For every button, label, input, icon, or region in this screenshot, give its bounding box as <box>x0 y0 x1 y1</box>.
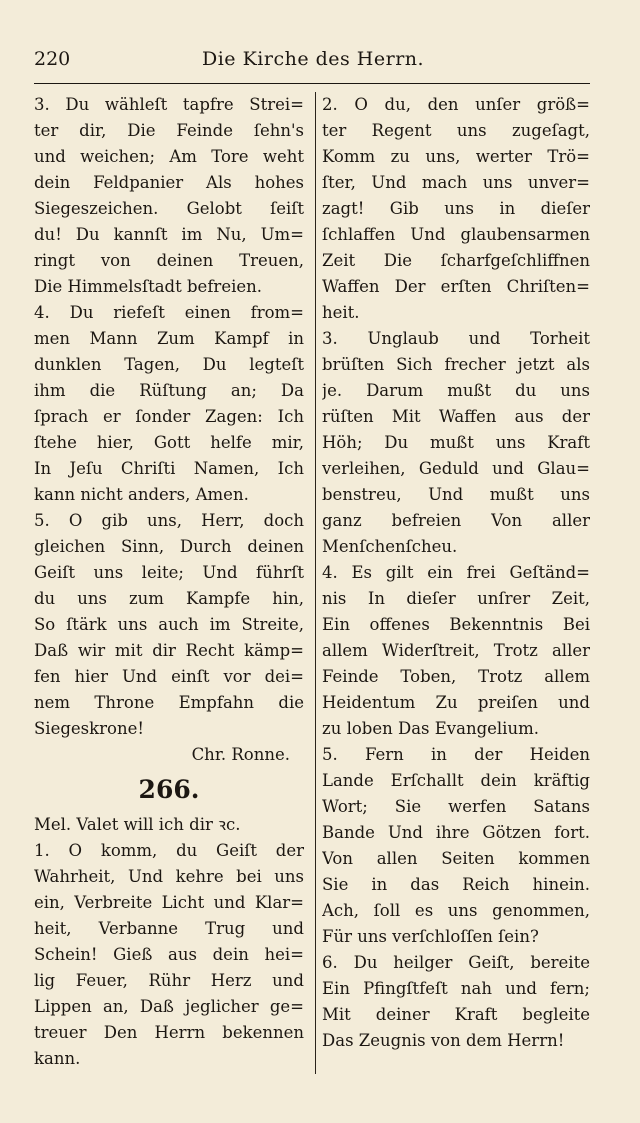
verse-line: kann nicht anders, Amen. <box>34 485 249 504</box>
stanza-6 <box>322 950 590 1054</box>
page-number: 220 <box>34 48 71 70</box>
verse-line: Zeit Die ſcharfgeſchliffnen <box>322 251 590 270</box>
verse-line: 1. O komm, du Geiſt der <box>34 841 304 860</box>
verse-line: Ein Pfingſtfeſt nah und fern; <box>322 979 590 998</box>
verse-line: Von allen Seiten kommen <box>322 849 590 868</box>
verse-line: So ſtärk uns auch im Streite, <box>34 615 304 634</box>
stanza-5 <box>322 742 590 950</box>
verse-line: lig Feuer, Rühr Herz und <box>34 971 304 990</box>
author-signature: Chr. Ronne. <box>191 745 290 764</box>
verse-line: 2. O du, den unſer größ= <box>322 95 590 114</box>
verse-line: 4. Es gilt ein frei Geſtänd= <box>322 563 590 582</box>
stanza-5 <box>34 508 304 742</box>
verse-line: ſprach er ſonder Zagen: Ich <box>34 407 304 426</box>
verse-line: ganz befreien Von aller <box>322 511 590 530</box>
verse-line: Daß wir mit dir Recht kämp= <box>34 641 304 660</box>
hymn-number: 266. <box>138 775 200 804</box>
verse-line: gleichen Sinn, Durch deinen <box>34 537 304 556</box>
verse-line: men Mann Zum Kampf in <box>34 329 304 348</box>
verse-line: Feinde Toben, Trotz allem <box>322 667 590 686</box>
verse-line: ringt von deinen Treuen, <box>34 251 304 270</box>
stanza-3 <box>34 92 304 300</box>
stanza-4 <box>322 560 590 742</box>
column-divider <box>315 92 316 1074</box>
verse-line: dein Feldpanier Als hohes <box>34 173 304 192</box>
verse-line: Bande Und ihre Götzen fort. <box>322 823 590 842</box>
verse-line: 3. Unglaub und Torheit <box>322 329 590 348</box>
verse-line: ter Regent uns zugeſagt, <box>322 121 590 140</box>
verse-line: Siegeskrone! <box>34 719 144 738</box>
verse-line: ſchlaffen Und glaubensarmen <box>322 225 590 244</box>
verse-line: Geiſt uns leite; Und führſt <box>34 563 304 582</box>
verse-line: du! Du kannſt im Nu, Um= <box>34 225 304 244</box>
verse-line: heit. <box>322 303 360 322</box>
verse-line: ter dir, Die Feinde ſehn's <box>34 121 304 140</box>
verse-line: In Jeſu Chriſti Namen, Ich <box>34 459 304 478</box>
verse-line: Waffen Der erſten Chriſten= <box>322 277 590 296</box>
verse-line: heit, Verbanne Trug und <box>34 919 304 938</box>
verse-line: ſtehe hier, Gott helfe mir, <box>34 433 304 452</box>
running-title: Die Kirche des Herrn. <box>202 48 425 70</box>
verse-line: Komm zu uns, werter Trö= <box>322 147 590 166</box>
verse-line: allem Widerſtreit, Trotz aller <box>322 641 590 660</box>
verse-line: ein, Verbreite Licht und Klar= <box>34 893 304 912</box>
verse-line: Lande Erſchallt dein kräftig <box>322 771 590 790</box>
verse-line: Für uns verſchloſſen ſein? <box>322 927 539 946</box>
melody-line: Mel. Valet will ich dir ꝛc. <box>34 815 241 834</box>
verse-line: 5. O gib uns, Herr, doch <box>34 511 304 530</box>
verse-line: 5. Fern in der Heiden <box>322 745 590 764</box>
right-column <box>322 92 590 1054</box>
verse-line: nem Throne Empfahn die <box>34 693 304 712</box>
verse-line: ihm die Rüſtung an; Da <box>34 381 304 400</box>
verse-line: brüſten Sich frecher jetzt als <box>322 355 590 374</box>
verse-line: Schein! Gieß aus dein hei= <box>34 945 304 964</box>
verse-line: Ach, ſoll es uns genommen, <box>322 901 590 920</box>
verse-line: Wahrheit, Und kehre bei uns <box>34 867 304 886</box>
verse-line: Ein offenes Bekenntnis Bei <box>322 615 590 634</box>
left-column <box>34 92 304 1072</box>
verse-line: 3. Du wähleſt tapfre Strei= <box>34 95 304 114</box>
verse-line: Das Zeugnis von dem Herrn! <box>322 1031 565 1050</box>
verse-line: Wort; Sie werfen Satans <box>322 797 590 816</box>
verse-line: und weichen; Am Tore weht <box>34 147 304 166</box>
verse-line: treuer Den Herrn bekennen <box>34 1023 304 1042</box>
verse-line: nis In dieſer unſrer Zeit, <box>322 589 590 608</box>
verse-line: benstreu, Und mußt uns <box>322 485 590 504</box>
stanza-4 <box>34 300 304 508</box>
verse-line: fen hier Und einſt vor dei= <box>34 667 304 686</box>
verse-line: Sie in das Reich hinein. <box>322 875 590 894</box>
verse-line: Menſchenſcheu. <box>322 537 458 556</box>
verse-line: verleihen, Geduld und Glau= <box>322 459 590 478</box>
verse-line: je. Darum mußt du uns <box>322 381 590 400</box>
verse-line: ſter, Und mach uns unver= <box>322 173 590 192</box>
verse-line: du uns zum Kampfe hin, <box>34 589 304 608</box>
verse-line: zagt! Gib uns in dieſer <box>322 199 590 218</box>
verse-line: rüſten Mit Waffen aus der <box>322 407 590 426</box>
verse-line: Lippen an, Daß jeglicher ge= <box>34 997 304 1016</box>
verse-line: Höh; Du mußt uns Kraft <box>322 433 590 452</box>
stanza-1 <box>34 838 304 1072</box>
verse-line: Siegeszeichen. Gelobt ſeiſt <box>34 199 304 218</box>
verse-line: zu loben Das Evangelium. <box>322 719 539 738</box>
stanza-2 <box>322 92 590 326</box>
verse-line: 6. Du heilger Geiſt, bereite <box>322 953 590 972</box>
verse-line: Mit deiner Kraft begleite <box>322 1005 590 1024</box>
stanza-3 <box>322 326 590 560</box>
verse-line: Heidentum Zu preiſen und <box>322 693 590 712</box>
verse-line: Die Himmelsſtadt befreien. <box>34 277 262 296</box>
header-rule <box>34 83 590 84</box>
verse-line: 4. Du riefeſt einen from= <box>34 303 304 322</box>
verse-line: dunklen Tagen, Du legteſt <box>34 355 304 374</box>
page-header <box>34 48 590 80</box>
verse-line: kann. <box>34 1049 81 1068</box>
